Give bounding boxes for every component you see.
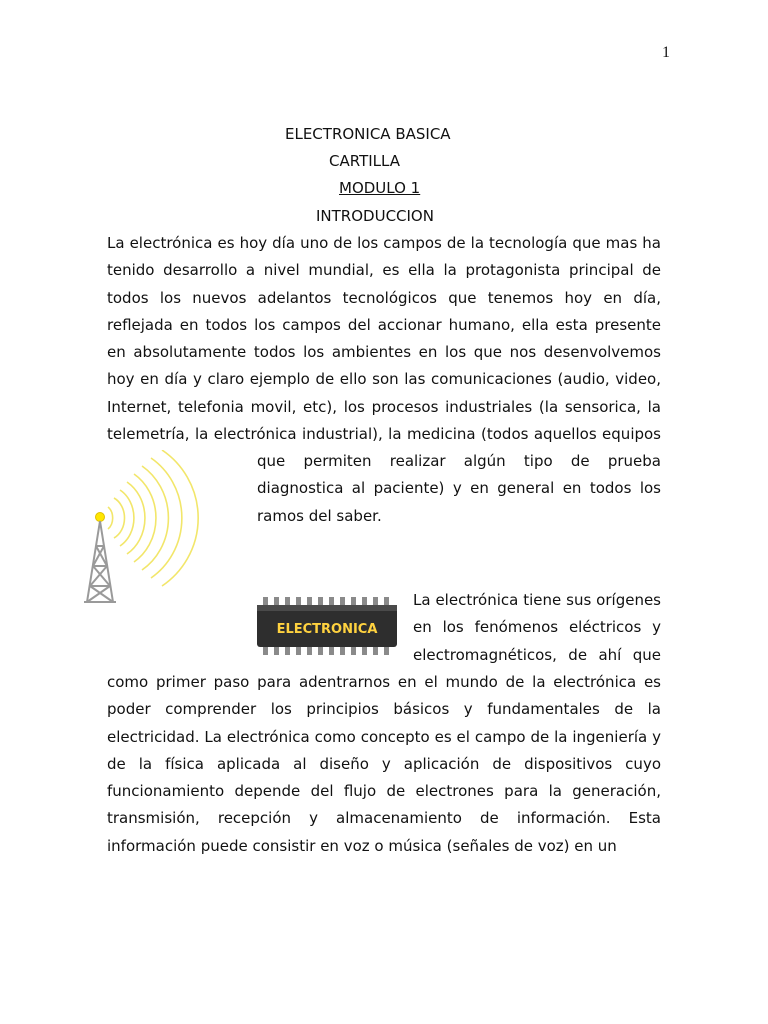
- paragraph-line: todos los nuevos adelantos tecnológicos que tenemos hoy en día,: [107, 288, 661, 307]
- module-heading: MODULO 1: [339, 179, 421, 197]
- paragraph-line: La electrónica tiene sus orígenes: [413, 591, 661, 609]
- page-number: 1: [662, 44, 670, 61]
- paragraph-2-side: [413, 587, 661, 669]
- paragraph-1-main: [107, 230, 661, 448]
- document-subtitle: CARTILLA: [329, 152, 400, 170]
- paragraph-line: electricidad. La electrónica como concepto es el campo de la ingeniería y: [107, 727, 661, 746]
- paragraph-line: hoy en día y claro ejemplo de ello son las comunicaciones (audio, video,: [107, 370, 661, 389]
- paragraph-line: Internet, telefonia movil, etc), los procesos industriales (la sensorica, la: [107, 397, 661, 416]
- paragraph-line: poder comprender los principios básicos y fundamentales de la: [107, 700, 661, 719]
- paragraph-line: funcionamiento depende del flujo de electrones para la generación,: [107, 782, 661, 800]
- paragraph-line: La electrónica es hoy día uno de los campos de la tecnología que mas ha: [107, 234, 661, 252]
- paragraph-line: que permiten realizar algún tipo de prueba: [257, 452, 661, 470]
- paragraph-line: ramos del saber.: [257, 506, 382, 525]
- paragraph-line: como primer paso para adentrarnos en el mundo de la electrónica es: [107, 673, 661, 691]
- paragraph-line: telemetría, la electrónica industrial), la medicina (todos aquellos equipos: [107, 424, 661, 443]
- paragraph-line: transmisión, recepción y almacenamiento de información. Esta: [107, 809, 661, 828]
- paragraph-line: diagnostica al paciente) y en general en todos los: [257, 479, 661, 498]
- paragraph-line: electromagnéticos, de ahí que: [413, 645, 661, 664]
- paragraph-line: en absolutamente todos los ambientes en los que nos desenvolvemos: [107, 343, 661, 361]
- paragraph-line: de la física aplicada al diseño y aplicación de dispositivos cuyo: [107, 754, 661, 773]
- paragraph-line: información puede consistir en voz o música (señales de voz) en un: [107, 836, 617, 855]
- radio-tower-icon: [70, 450, 260, 610]
- section-heading: INTRODUCCION: [316, 207, 434, 225]
- paragraph-line: tenido desarrollo a nivel mundial, es ella la protagonista principal de: [107, 261, 661, 280]
- chip-label: ELECTRONICA: [276, 622, 378, 637]
- paragraph-2-main: [107, 669, 661, 860]
- paragraph-line: en los fenómenos eléctricos y: [413, 618, 661, 637]
- paragraph-1-indented: [257, 448, 661, 530]
- document-title: ELECTRONICA BASICA: [285, 125, 451, 143]
- paragraph-line: reflejada en todos los campos del accionar humano, ella esta presente: [107, 315, 661, 334]
- ic-chip-icon: [255, 595, 405, 657]
